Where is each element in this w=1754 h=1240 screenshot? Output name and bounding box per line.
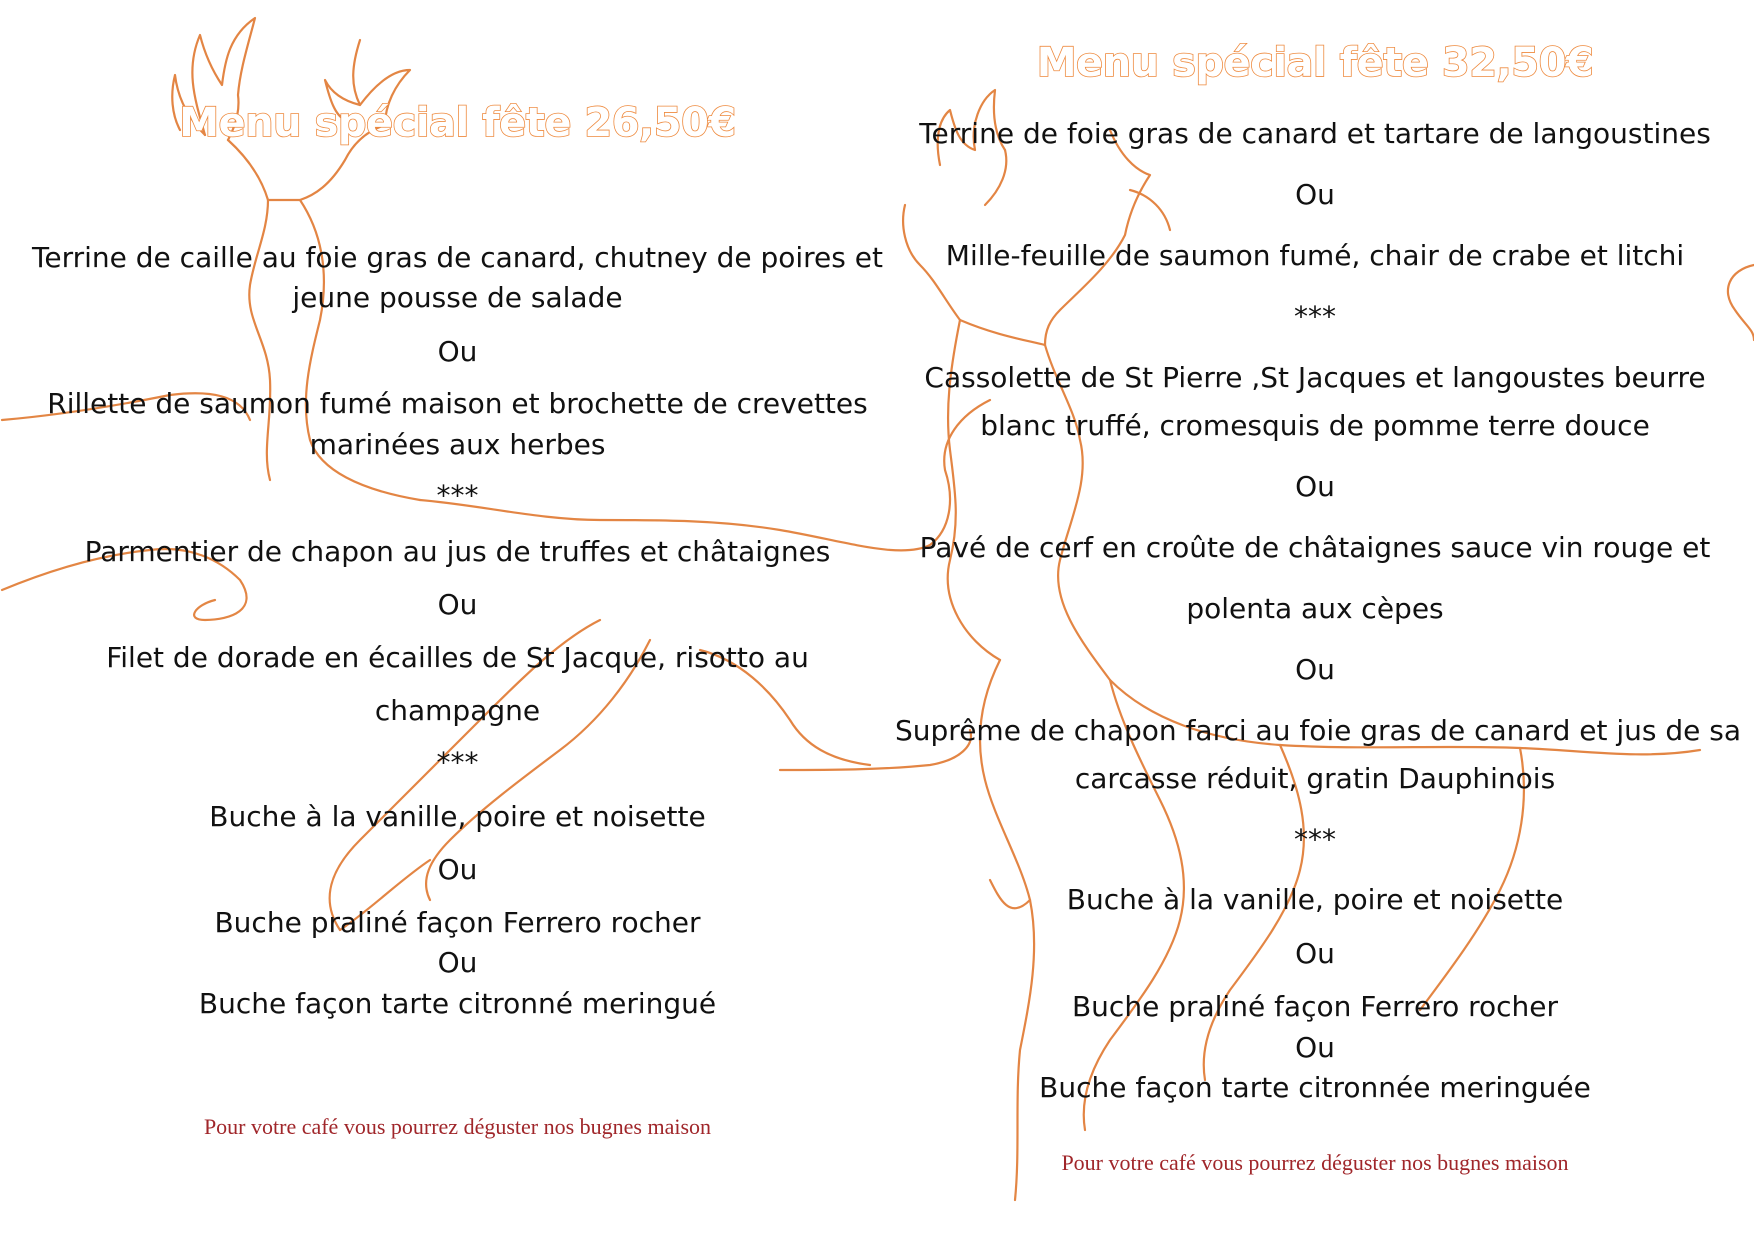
menu-left-line: Parmentier de chapon au jus de truffes et châtaignes	[84, 535, 831, 568]
menu-right-title: Menu spécial fête 32,50€	[1036, 40, 1594, 86]
menu-right-line: Ou	[1295, 653, 1335, 686]
menu-left-line: ***	[436, 746, 479, 779]
menu-right-line: ***	[1294, 823, 1336, 856]
menu-left-line: Buche façon tarte citronné meringué	[198, 987, 717, 1020]
menu-left-line: Buche à la vanille, poire et noisette	[209, 800, 706, 833]
menu-right-line: Ou	[1295, 470, 1335, 503]
menu-left-line: Ou	[437, 853, 478, 886]
menu-left-line: Ou	[437, 946, 478, 979]
menu-right-line: Buche à la vanille, poire et noisette	[1066, 883, 1564, 916]
menu-left-line: champagne	[374, 694, 541, 727]
menu-right-line: ***	[1294, 300, 1336, 333]
menu-right-line: Ou	[1295, 1031, 1335, 1064]
menu-left-line: ***	[436, 479, 479, 512]
menu-right-line: Suprême de chapon farci au foie gras de canard et jus de sa	[895, 714, 1742, 747]
menu-left-line: Ou	[437, 335, 478, 368]
menu-right-line: Ou	[1295, 178, 1335, 211]
menu-left-line: Filet de dorade en écailles de St Jacque, risotto au	[106, 641, 809, 674]
menu-right-note: Pour votre café vous pourrez déguster nos bugnes maison	[1061, 1150, 1569, 1175]
menu-right-line: Cassolette de St Pierre ,St Jacques et langoustes beurre	[924, 361, 1706, 394]
menu-right-line: Buche praliné façon Ferrero rocher	[1071, 990, 1559, 1023]
menu-right-line: blanc truffé, cromesquis de pomme terre douce	[980, 409, 1650, 442]
menu-left-line: jeune pousse de salade	[292, 281, 623, 314]
menu-left-line: Ou	[437, 588, 478, 621]
menu-right-line: carcasse réduit, gratin Dauphinois	[1074, 762, 1556, 795]
menu-left-line: marinées aux herbes	[309, 428, 606, 461]
menu-left-line: Buche praliné façon Ferrero rocher	[214, 906, 701, 939]
menu-right-line: Ou	[1295, 937, 1335, 970]
menu-left-line: Rillette de saumon fumé maison et brochette de crevettes	[47, 387, 868, 420]
menu-right-line: Mille-feuille de saumon fumé, chair de crabe et litchi	[945, 239, 1685, 272]
menu-right-line: Buche façon tarte citronnée meringuée	[1039, 1071, 1591, 1104]
menu-right-line: polenta aux cèpes	[1186, 592, 1444, 625]
menu-left-title: Menu spécial fête 26,50€	[179, 100, 736, 146]
menu-left-note: Pour votre café vous pourrez déguster nos bugnes maison	[203, 1114, 712, 1139]
menu-right-line: Pavé de cerf en croûte de châtaignes sauce vin rouge et	[919, 531, 1711, 564]
menu-right-line: Terrine de foie gras de canard et tartare de langoustines	[919, 117, 1711, 150]
menu-left-line: Terrine de caille au foie gras de canard, chutney de poires et	[32, 241, 883, 274]
